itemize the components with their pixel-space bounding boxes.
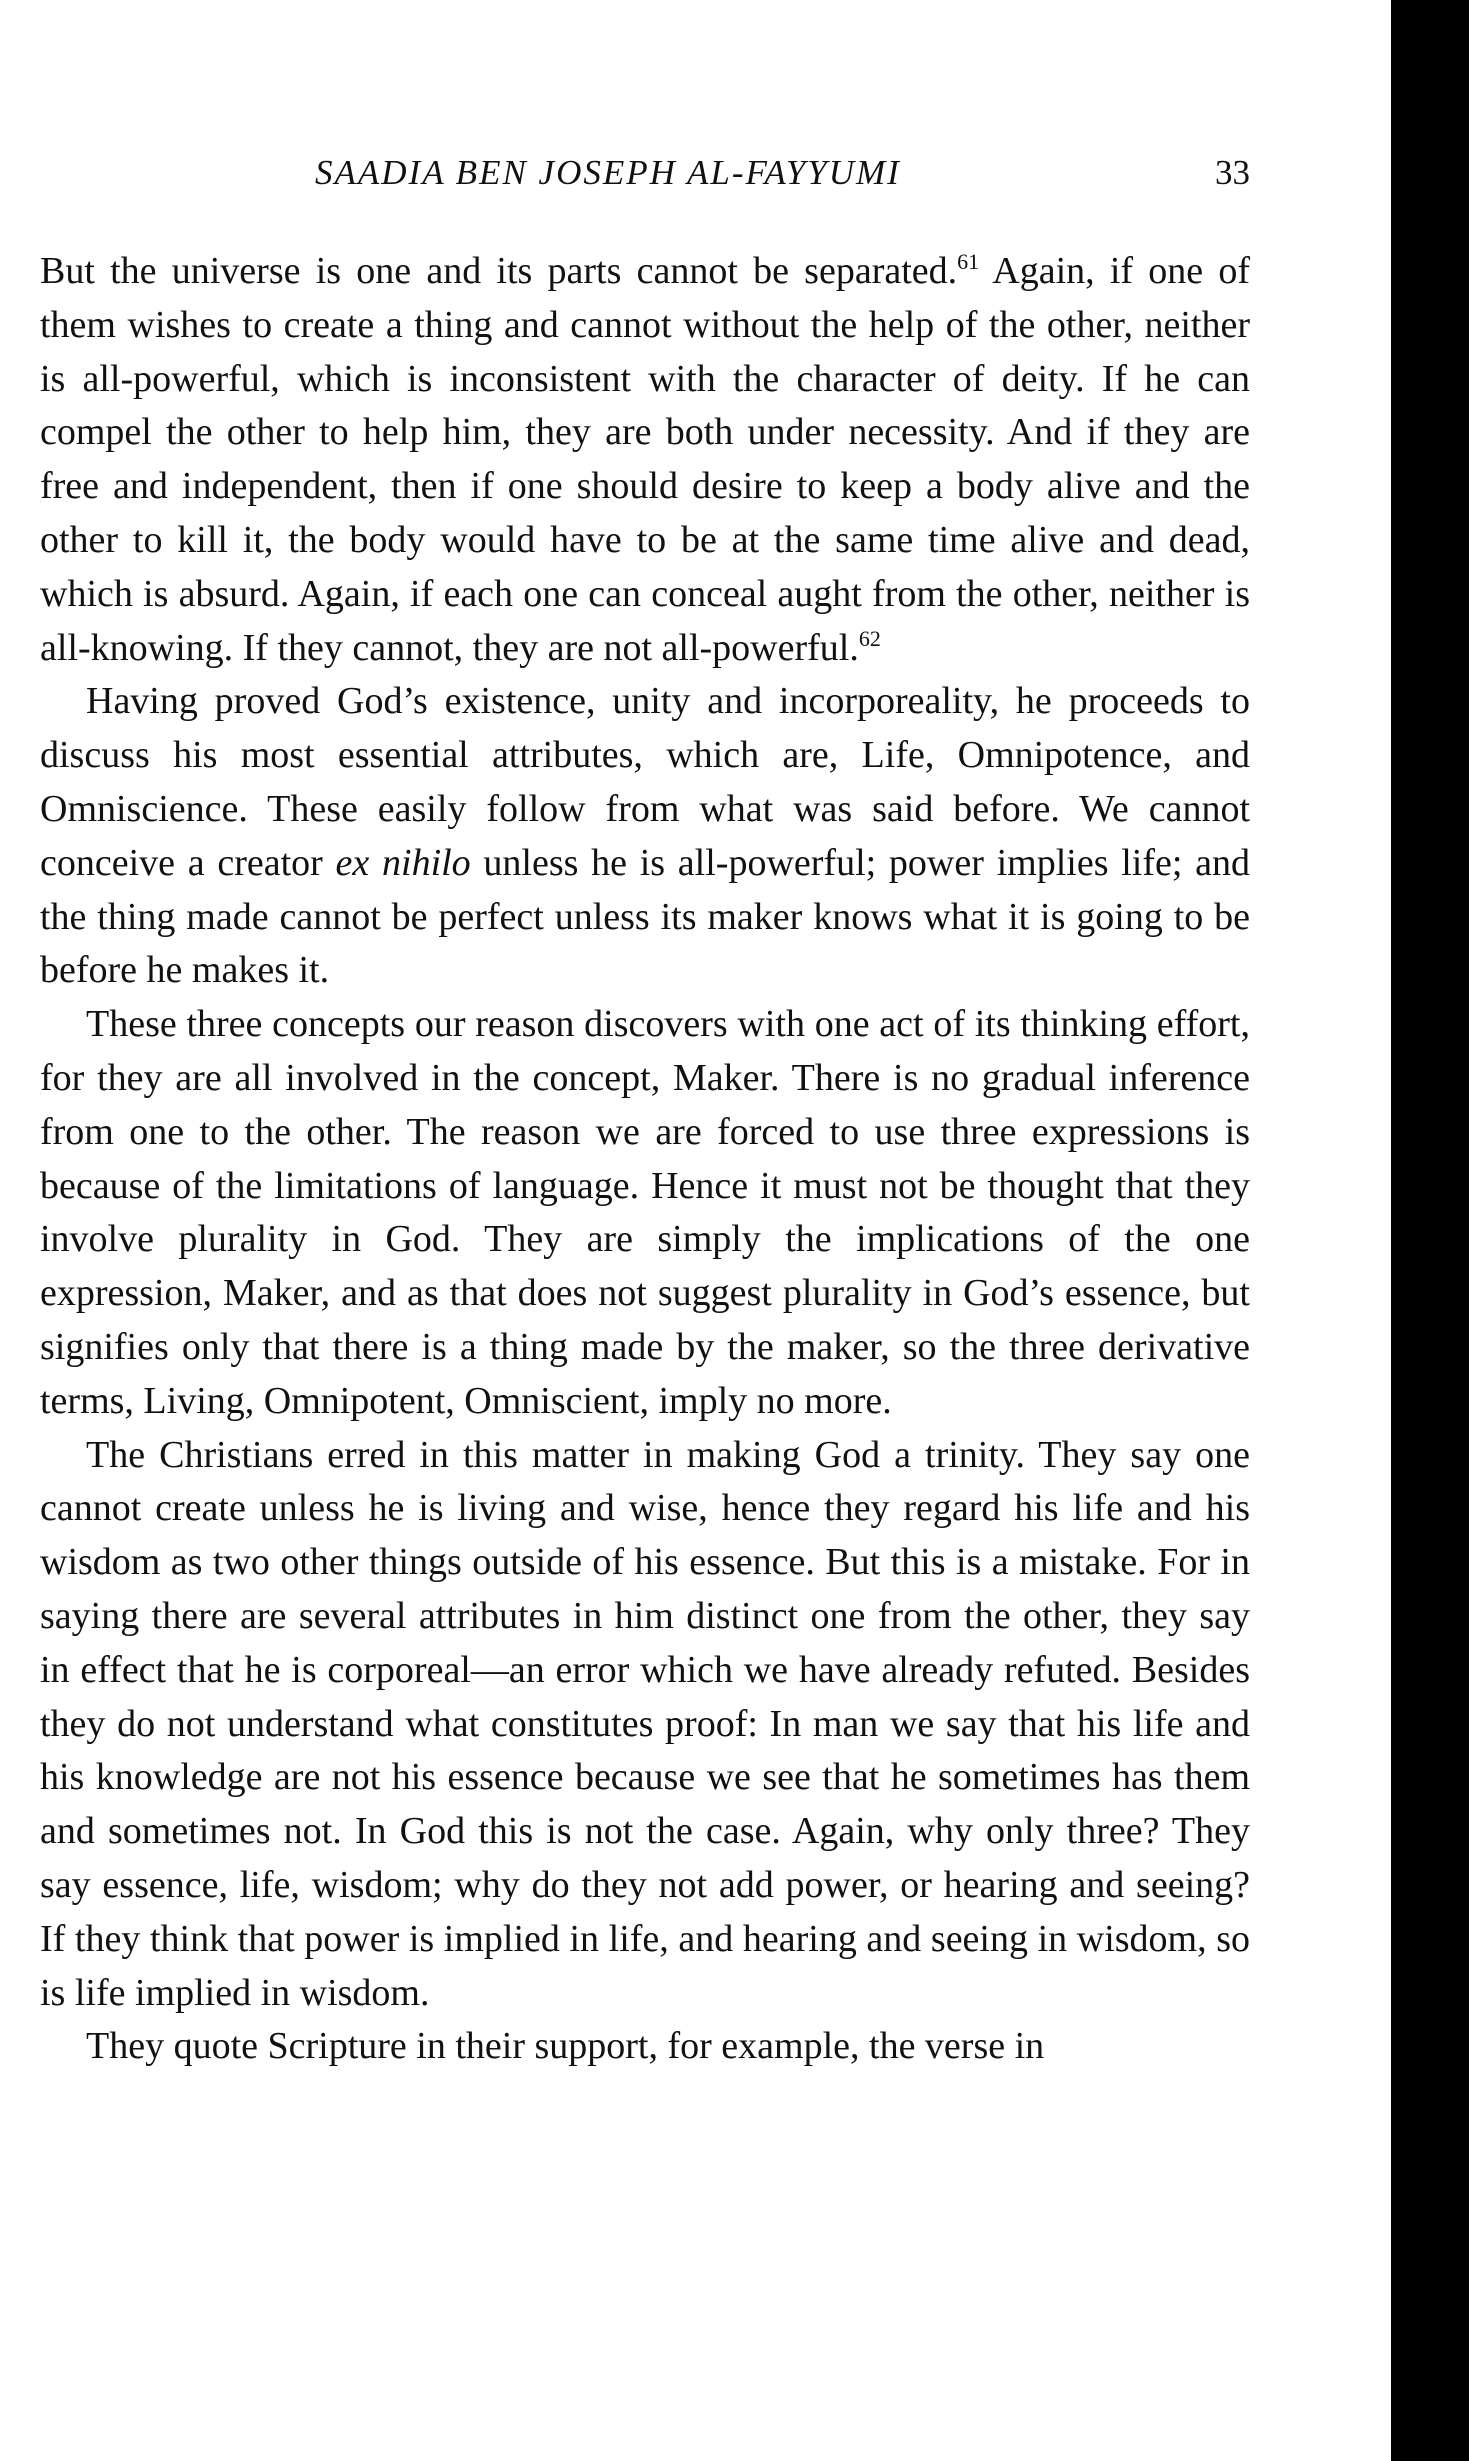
paragraph-2-text-b: unless he is all-powerful; power implies life; and the thing made cannot be perfect unless its maker knows what it is going to be before he makes it. [40, 841, 1250, 992]
paragraph-1 [40, 245, 1250, 675]
paragraph-1-text-a: But the universe is one and its parts cannot be separated. [40, 250, 958, 292]
paragraph-5: They quote Scripture in their support, for example, the verse in [86, 2025, 1045, 2068]
latin-phrase: ex nihilo [335, 841, 471, 884]
running-header [40, 145, 1250, 205]
scan-edge-shadow [1391, 0, 1469, 2461]
paragraph-4: The Christians erred in this matter in making God a trinity. They say one cannot create unless he is living and wise, hence they regard his life and his wisdom as two other things outside of his essence. But this is a mistake. For in saying there are several attributes in him distinct one from the other, they say in effect that he is corporeal—an error which we have already refuted. Besides they do not understand what constitutes proof: In man we say that his life and his knowledge are not his essence because we see that he sometimes has them and sometimes not. In God this is not the case. Again, why only three? They say essence, life, wisdom; why do they not add power, or hearing and seeing? If they think that power is implied in life, and hearing and seeing in wisdom, so is life implied in wisdom. [40, 1433, 1250, 2014]
footnote-ref-62: 62 [858, 625, 881, 651]
paragraph-2-text-a: Having proved God’s existence, unity and incorporeality, he proceeds to discuss his most essential attributes, which are, Life, Omnipotence, and Omniscience. These easily follow from what was said before. We cannot conceive a creator [40, 680, 1250, 884]
paragraph-2 [40, 675, 1250, 998]
paragraph-1-text-b: Again, if one of them wishes to create a thing and cannot without the help of the other, neither is all-powerful, which is inconsistent with the character of deity. If he can compel the other to help him, they are both under necessity. And if they are free and independent, then if one should desire to keep a body alive and the other to kill it, the body would have to be at the same time alive and dead, which is absurd. Again, if each one can conceal aught from the other, neither is all-knowing. If they cannot, they are not all-powerful. [40, 250, 1250, 669]
body-text [40, 245, 1250, 2074]
book-page [40, 145, 1250, 2074]
page-number: 33 [1215, 153, 1250, 192]
paragraph-3: These three concepts our reason discovers with one act of its thinking effort, for they are all involved in the concept, Maker. There is no gradual inference from one to the other. The reason we are forced to use three expressions is because of the limitations of language. Hence it must not be thought that they involve plurality in God. They are simply the implications of the one expression, Maker, and as that does not suggest plurality in God’s essence, but signifies only that there is a thing made by the maker, so the three derivative terms, Living, Omnipotent, Omniscient, imply no more. [40, 1003, 1250, 1422]
running-title: SAADIA BEN JOSEPH AL-FAYYUMI [315, 153, 901, 192]
footnote-ref-61: 61 [957, 249, 980, 274]
